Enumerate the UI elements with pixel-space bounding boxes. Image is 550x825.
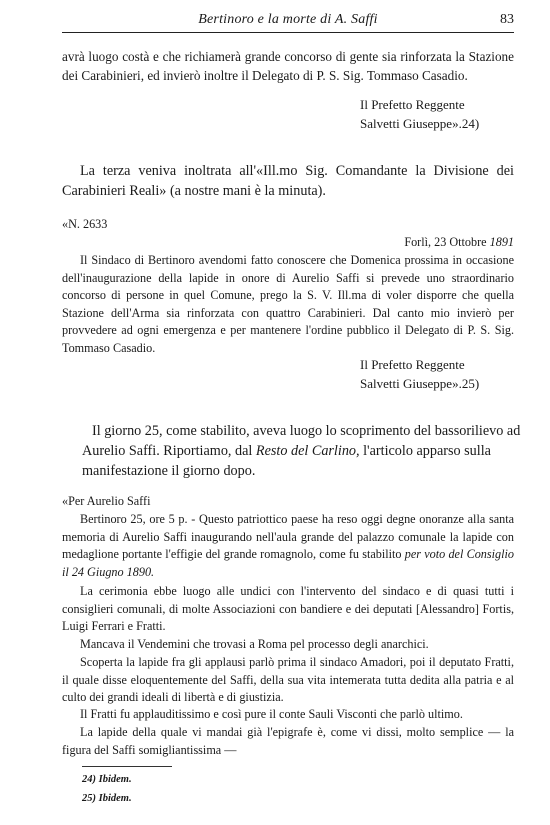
letter-place: Forlì, 23 Ottobre: [404, 235, 490, 249]
top-paragraph: avrà luogo costà e che richiamerà grande concorso di gente sia rinforzata la Stazione dei Carabinieri, ed invierò inoltre il Delegato di P. S. Sig. Tommaso Casadio.: [62, 49, 514, 83]
signature-1-name: Salvetti Giuseppe».24): [360, 116, 480, 131]
paragraph-3-start: Il giorno 25, come stabilito, aveva luogo lo scoprimento del bassorilievo ad Aurelio Saffi. Riportiamo, dal: [82, 423, 521, 459]
article-paragraph-4: Scoperta la lapide fra gli applausi parlò prima il sindaco Amadori, poi il deputato Fratti, il quale disse eloquentemente del Saffi, della sua vita intemerata tutta dedita alla patria e al culto dei grandi ideali di libertà e di giustizia.: [62, 655, 514, 704]
signature-2-name: Salvetti Giuseppe».25): [360, 376, 480, 391]
article-paragraph-6: La lapide della quale vi mandai già l'epigrafe è, come vi dissi, molto semplice — la figura del Saffi somigliantissima —: [62, 725, 514, 757]
signature-1-title: Il Prefetto Reggente: [360, 97, 465, 112]
signature-1: [360, 95, 479, 133]
article-paragraph-1-text: Bertinoro 25, ore 5 p. - Questo patriottico paese ha reso oggi degne onoranze alla santa memoria di Aurelio Saffi inaugurando nell'aula grande del palazzo comunale la lapide con medaglione portante l'effigie del grande romagnolo, come fu stabilito: [62, 512, 514, 561]
footnote-25: 25) Ibidem.: [82, 793, 132, 804]
newspaper-title: Resto del Carlino,: [255, 443, 360, 459]
article-paragraph-5: Il Fratti fu applauditissimo e così pure il conte Sauli Visconti che parlò ultimo.: [80, 707, 463, 721]
running-header: [62, 10, 514, 33]
article-paragraph-1: [62, 511, 514, 581]
signature-2: [360, 355, 479, 393]
article-paragraph-3: Mancava il Vendemini che trovasi a Roma pel processo degli anarchici.: [80, 637, 429, 651]
paragraph-2: La terza veniva inoltrata all'«Ill.mo Sig. Comandante la Divisione dei Carabinieri Reali» (a nostre mani è la minuta).: [62, 163, 514, 199]
running-title: Bertinoro e la morte di A. Saffi: [198, 12, 378, 27]
signature-2-title: Il Prefetto Reggente: [360, 357, 465, 372]
paragraph-3: [82, 421, 522, 481]
letter-place-date: [404, 234, 514, 252]
article-paragraph-2: La cerimonia ebbe luogo alle undici con l'intervento del sindaco e di quasi tutti i consiglieri comunali, di molte Associazioni con bandiere e dei deputati [Alessandro] Fortis, Luigi Ferrari e Fratti.: [62, 584, 514, 633]
letter-number: «N. 2633: [62, 217, 108, 231]
letter-body: Il Sindaco di Bertinoro avendomi fatto conoscere che Domenica prossima in occasione dell'inaugurazione della lapide in onore di Aurelio Saffi si prevede uno straordinario concorso di persone in quel Comune, prego la S. V. Ill.ma di voler disporre che quella Stazione dell'Arma sia rinforzata con quattro Carabinieri. Dal canto mio invierò per provvedere ad ogni emergenza e per mantenere l'ordine pubblico il Delegato di P. S. Sig. Tommaso Casadio.: [62, 253, 514, 355]
letter-year: 1891: [489, 235, 514, 249]
paragraph-3-end: l'articolo apparso sulla manifestazione il giorno dopo.: [82, 443, 491, 479]
article-paragraph-1-italic: per voto del Consiglio il 24 Giugno 1890.: [62, 547, 514, 579]
article-heading: «Per Aurelio Saffi: [62, 494, 151, 508]
page-number: 83: [500, 12, 514, 27]
footnote-divider: [82, 766, 172, 767]
footnote-24: 24) Ibidem.: [82, 774, 132, 785]
